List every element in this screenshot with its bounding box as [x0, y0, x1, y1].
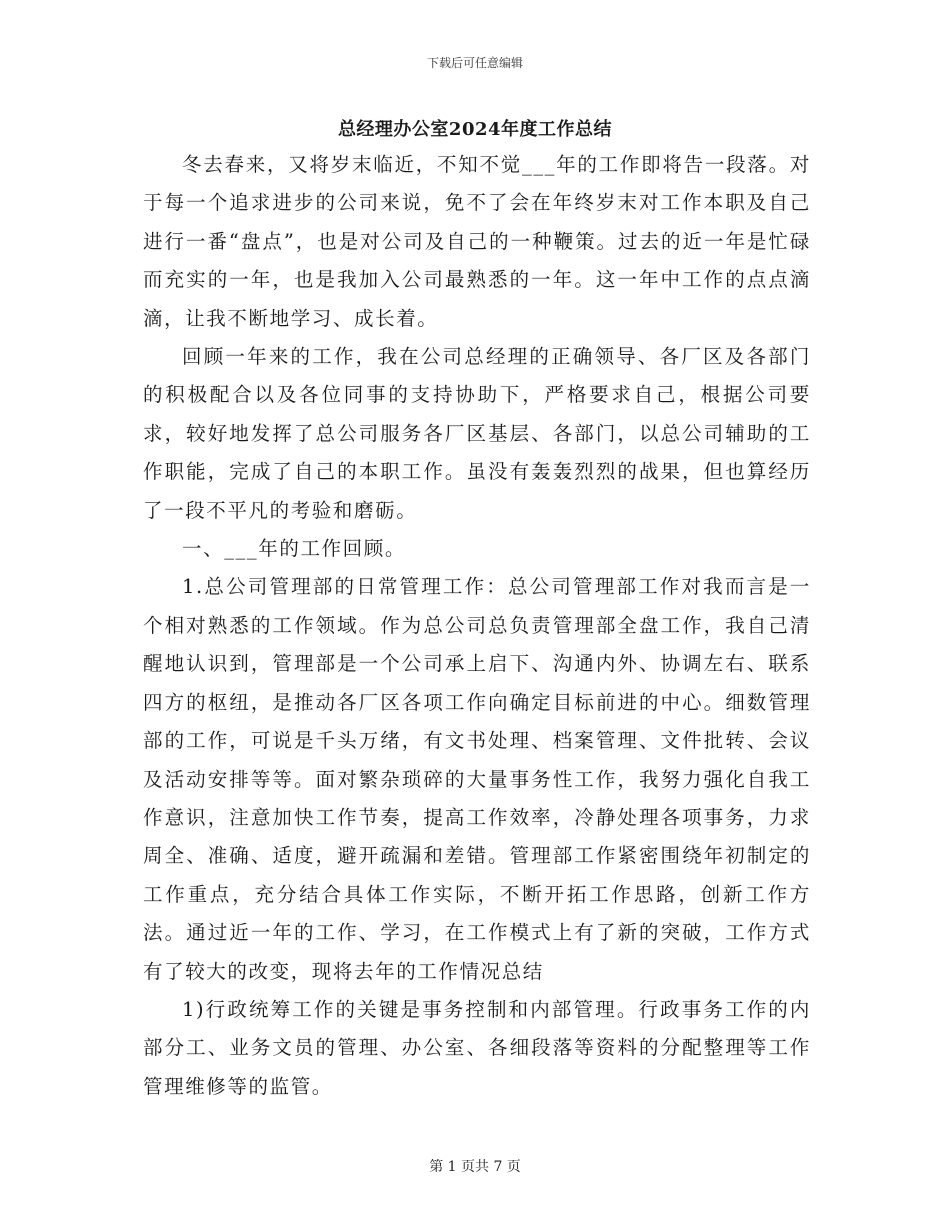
- paragraph-intro: 冬去春来，又将岁末临近，不知不觉___年的工作即将告一段落。对于每一个追求进步的公司来说，免不了会在年终岁末对工作本职及自己进行一番“盘点”，也是对公司及自己的一种鞭策。过去的近一年是忙碌而充实的一年，也是我加入公司最熟悉的一年。这一年中工作的点点滴滴，让我不断地学习、成长着。: [143, 153, 811, 330]
- paragraph-admin-coordination: 1)行政统筹工作的关键是事务控制和内部管理。行政事务工作的内部分工、业务文员的管理、办公室、各细段落等资料的分配整理等工作管理维修等的监管。: [143, 997, 811, 1098]
- document-body: [143, 146, 811, 1106]
- page-number: 第 1 页共 7 页: [429, 1159, 521, 1175]
- page-header-note: 下载后可任意编辑: [426, 56, 523, 70]
- section-heading-review: 一、___年的工作回顾。: [182, 537, 406, 561]
- document-title: 总经理办公室2024年度工作总结: [337, 119, 613, 140]
- paragraph-management-dept: 1.总公司管理部的日常管理工作：总公司管理部工作对我而言是一个相对熟悉的工作领域。作为总公司总负责管理部全盘工作，我自己清醒地认识到，管理部是一个公司承上启下、沟通内外、协调左右、联系四方的枢纽，是推动各厂区各项工作向确定目标前进的中心。细数管理部的工作，可说是千头万绪，有文书处理、档案管理、文件批转、会议及活动安排等等。面对繁杂琐碎的大量事务性工作，我努力强化自我工作意识，注意加快工作节奏，提高工作效率，冷静处理各项事务，力求周全、准确、适度，避开疏漏和差错。管理部工作紧密围绕年初制定的工作重点，充分结合具体工作实际，不断开拓工作思路，创新工作方法。通过近一年的工作、学习，在工作模式上有了新的突破，工作方式有了较大的改变，现将去年的工作情况总结: [143, 575, 811, 983]
- paragraph-review: 回顾一年来的工作，我在公司总经理的正确领导、各厂区及各部门的积极配合以及各位同事的支持协助下，严格要求自己，根据公司要求，较好地发挥了总公司服务各厂区基层、各部门，以总公司辅助的工作职能，完成了自己的本职工作。虽没有轰轰烈烈的战果，但也算经历了一段不平凡的考验和磨砺。: [143, 345, 811, 522]
